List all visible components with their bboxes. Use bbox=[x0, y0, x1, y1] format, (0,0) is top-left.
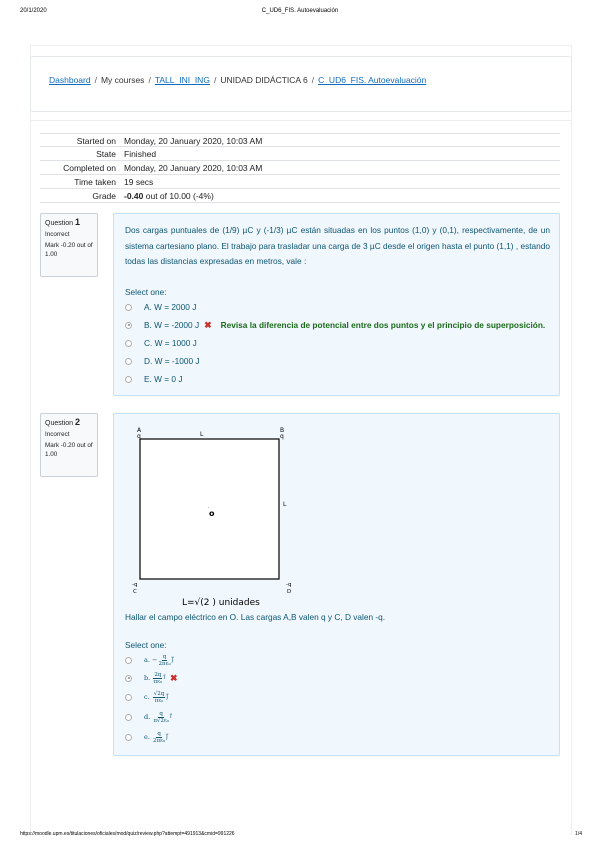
breadcrumb-course[interactable]: TALL_INI_ING bbox=[154, 75, 210, 85]
question-mark: Mark -0.20 out of 1.00 bbox=[45, 242, 93, 258]
grade-rest: out of 10.00 (-4%) bbox=[145, 191, 214, 201]
radio-button-selected[interactable] bbox=[125, 675, 132, 682]
summary-label: Started on bbox=[76, 136, 116, 146]
question-text: Dos cargas puntuales de (1/9) µC y (-1/3) µC están situadas en los puntos (1,0) y (0,1), respectivamente, de un sistema cartesiano plano. El trabajo para trasladar una carga de 3 µC desde el origen hasta el punto (1,1) , estando todas las distancias expresadas en metros, vale : bbox=[125, 225, 550, 266]
select-one-label: Select one: bbox=[125, 287, 167, 297]
question-2-content bbox=[113, 413, 560, 756]
label-l-top: L bbox=[200, 431, 204, 438]
breadcrumb-separator: / bbox=[213, 75, 217, 85]
answer-letter: e. bbox=[144, 733, 150, 741]
incorrect-icon: ✖ bbox=[204, 319, 212, 330]
radio-button-selected[interactable] bbox=[125, 322, 132, 329]
question-state: Incorrect bbox=[45, 230, 70, 238]
question-1-info bbox=[40, 213, 98, 277]
question-label: Question bbox=[45, 220, 74, 227]
summary-row-grade bbox=[40, 189, 560, 203]
label-a: A bbox=[137, 427, 142, 434]
formula-sign: − bbox=[152, 656, 158, 664]
summary-value: 19 secs bbox=[124, 177, 154, 187]
numerator: 2q bbox=[154, 671, 162, 678]
answer-formula bbox=[144, 731, 168, 744]
numerator: q bbox=[159, 710, 163, 717]
label-minus-q-d: -q bbox=[286, 582, 292, 588]
fraction bbox=[153, 711, 169, 724]
radio-button[interactable] bbox=[125, 694, 132, 701]
denominator: π√2ε₀ bbox=[153, 717, 169, 724]
answer-label: C. W = 1000 J bbox=[144, 338, 197, 348]
answer-option-c[interactable] bbox=[125, 337, 197, 349]
answer-label: D. W = -1000 J bbox=[144, 356, 200, 366]
label-l-right: L bbox=[283, 501, 287, 508]
charges-square-diagram bbox=[127, 424, 307, 614]
answer-letter: a. bbox=[144, 656, 150, 664]
diagram-caption: L=√(2 ) unidades bbox=[182, 598, 260, 608]
label-dot: . bbox=[208, 504, 210, 510]
radio-button[interactable] bbox=[125, 657, 132, 664]
answer-option-d[interactable] bbox=[125, 355, 200, 367]
breadcrumb-my-courses[interactable]: My courses bbox=[100, 75, 145, 85]
question-1-content bbox=[113, 213, 560, 396]
answer-option-b[interactable] bbox=[125, 319, 545, 331]
print-title: C_UD6_FIS. Autoevaluación bbox=[261, 8, 339, 14]
question-number bbox=[45, 418, 93, 429]
radio-button[interactable] bbox=[125, 714, 132, 721]
summary-value: Finished bbox=[124, 149, 157, 159]
breadcrumb bbox=[49, 75, 426, 85]
summary-label: Time taken bbox=[74, 177, 116, 187]
breadcrumb-separator: / bbox=[311, 75, 315, 85]
grade-value bbox=[122, 189, 214, 202]
answer-letter: b. bbox=[144, 674, 151, 682]
question-2-info bbox=[40, 413, 98, 477]
summary-row bbox=[40, 161, 560, 175]
answer-option-c[interactable] bbox=[125, 691, 168, 703]
radio-button[interactable] bbox=[125, 358, 132, 365]
numerator: q bbox=[157, 730, 161, 737]
label-q-b: q bbox=[280, 433, 284, 440]
answer-option-d[interactable] bbox=[125, 711, 172, 723]
fraction bbox=[153, 731, 165, 744]
answer-letter: d. bbox=[144, 713, 151, 721]
unit-vector: i⃗ bbox=[163, 673, 166, 681]
summary-row bbox=[40, 175, 560, 189]
radio-button[interactable] bbox=[125, 376, 132, 383]
question-number bbox=[45, 218, 93, 229]
question-label: Question bbox=[45, 420, 74, 427]
print-url: https://moodle.upm.es/titulaciones/oficiales/mod/quiz/review.php?attempt=491913&cmid=991226 bbox=[20, 831, 235, 837]
breadcrumb-separator: / bbox=[94, 75, 97, 85]
radio-button[interactable] bbox=[125, 304, 132, 311]
answer-label: E. W = 0 J bbox=[144, 374, 183, 384]
radio-button[interactable] bbox=[125, 340, 132, 347]
denominator: 2πε₀ bbox=[153, 737, 166, 744]
answer-option-a[interactable] bbox=[125, 654, 173, 666]
print-page-count: 1/4 bbox=[575, 831, 582, 837]
summary-row bbox=[40, 133, 560, 147]
question-state: Incorrect bbox=[45, 430, 70, 438]
answer-label: B. W = -2000 J bbox=[144, 320, 200, 330]
unit-vector: i⃗ bbox=[170, 712, 172, 720]
print-footer bbox=[0, 831, 600, 841]
label-c: C bbox=[133, 589, 137, 595]
answer-formula bbox=[144, 691, 168, 704]
incorrect-icon: ✖ bbox=[170, 672, 178, 683]
answer-formula bbox=[144, 654, 173, 667]
label-d: D bbox=[287, 589, 292, 595]
fraction bbox=[158, 654, 170, 667]
radio-button[interactable] bbox=[125, 734, 132, 741]
print-date: 20/1/2020 bbox=[20, 8, 47, 14]
question-number-value: 2 bbox=[74, 417, 80, 427]
question-mark: Mark -0.20 out of 1.00 bbox=[45, 442, 93, 458]
summary-row bbox=[40, 147, 560, 161]
label-b: B bbox=[280, 427, 285, 434]
breadcrumb-separator: / bbox=[148, 75, 151, 85]
answer-option-e[interactable] bbox=[125, 731, 168, 743]
answer-option-a[interactable] bbox=[125, 301, 196, 313]
breadcrumb-unit[interactable]: UNIDAD DIDÁCTICA 6 bbox=[220, 75, 308, 85]
unit-vector: j⃗ bbox=[166, 732, 168, 740]
grade-score: -0.40 bbox=[124, 191, 144, 201]
label-minus-q-c: -q bbox=[132, 582, 138, 588]
unit-vector: j⃗ bbox=[171, 655, 174, 663]
label-q-a: q bbox=[137, 433, 141, 440]
attempt-summary-table bbox=[40, 133, 560, 203]
answer-letter: c. bbox=[144, 693, 150, 701]
breadcrumb-card bbox=[30, 56, 572, 112]
breadcrumb-dashboard[interactable]: Dashboard bbox=[49, 75, 91, 85]
print-header bbox=[0, 8, 600, 20]
summary-value: Monday, 20 January 2020, 10:03 AM bbox=[124, 163, 263, 173]
select-one-label: Select one: bbox=[125, 640, 167, 650]
summary-label: Grade bbox=[92, 191, 116, 201]
question-text: Hallar el campo eléctrico en O. Las cargas A,B valen q y C, D valen -q. bbox=[125, 612, 386, 622]
answer-option-e[interactable] bbox=[125, 373, 183, 385]
denominator: 2πε₀ bbox=[158, 660, 171, 667]
fraction bbox=[153, 691, 166, 704]
numerator: q bbox=[162, 653, 167, 660]
answer-formula bbox=[144, 672, 165, 685]
denominator: πε₀ bbox=[154, 697, 164, 704]
numerator: √2q bbox=[153, 690, 165, 697]
answer-option-b[interactable] bbox=[125, 672, 178, 684]
answer-feedback: Revisa la diferencia de potencial entre dos puntos y el principio de superposición. bbox=[220, 320, 546, 330]
question-number-value: 1 bbox=[74, 217, 80, 227]
fraction bbox=[153, 672, 162, 685]
answer-label: A. W = 2000 J bbox=[144, 302, 197, 312]
summary-label: Completed on bbox=[63, 163, 116, 173]
unit-vector: j⃗ bbox=[166, 692, 168, 700]
breadcrumb-quiz[interactable]: C_UD6_FIS. Autoevaluación bbox=[318, 75, 427, 85]
summary-label: State bbox=[96, 149, 116, 159]
label-o: o bbox=[209, 509, 215, 518]
summary-value: Monday, 20 January 2020, 10:03 AM bbox=[124, 136, 263, 146]
denominator: πε₀ bbox=[153, 678, 163, 685]
answer-formula bbox=[144, 711, 172, 724]
